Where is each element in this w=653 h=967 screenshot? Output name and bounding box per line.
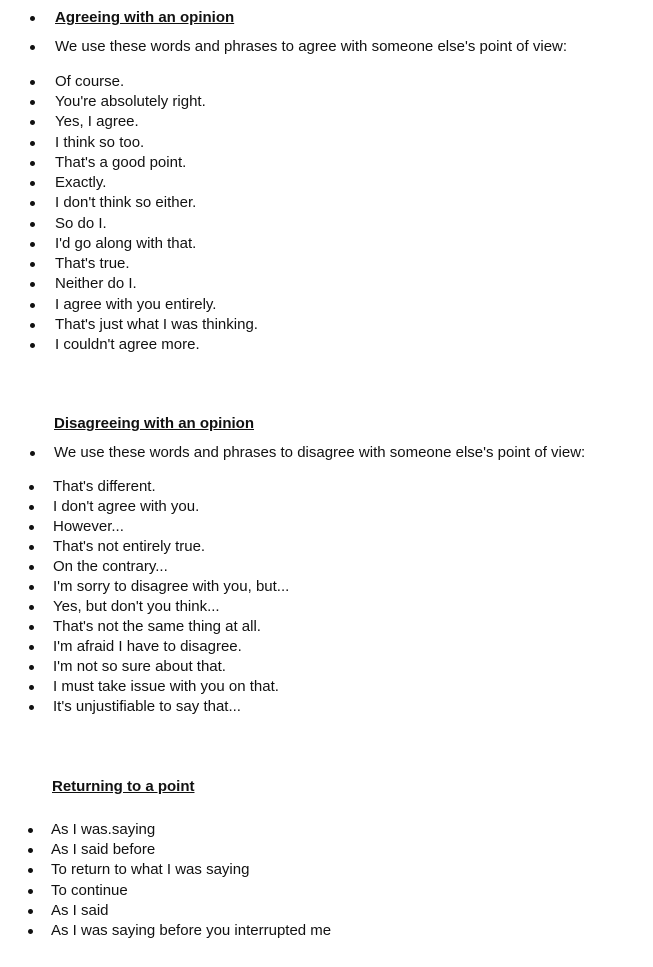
bullet [29, 565, 34, 570]
bullet [29, 705, 34, 710]
bullet [29, 645, 34, 650]
bullet [30, 343, 35, 348]
intro-bullet [30, 45, 35, 50]
bullet [29, 605, 34, 610]
bullet [29, 585, 34, 590]
intro-disagreeing: We use these words and phrases to disagree with someone else's point of view: [54, 444, 586, 461]
heading-agreeing: Agreeing with an opinion [55, 9, 235, 26]
bullet [30, 201, 35, 206]
bullet [28, 889, 33, 894]
bullet [30, 181, 35, 186]
bullet [30, 242, 35, 247]
bullet [28, 909, 33, 914]
bullet [30, 323, 35, 328]
bullet [30, 282, 35, 287]
bullet [28, 848, 33, 853]
heading-disagreeing: Disagreeing with an opinion [54, 415, 255, 432]
bullet [30, 161, 35, 166]
bullet [29, 625, 34, 630]
intro-agreeing: We use these words and phrases to agree with someone else's point of view: [55, 38, 568, 55]
bullet [28, 929, 33, 934]
intro-bullet [30, 451, 35, 456]
document-page: Agreeing with an opinion We use these words and phrases to agree with someone else's point of view: Of course. You're absolutely right. Yes, I agree. I think so too. That's a good point. Exactly. I don't think so either. So do I. I'd go along with that. That's true. Neither do I. I agree with you entirely. That's just what I was thinking. I couldn't agree more. Disagreeing with an opinion We use these words and phrases to disagree with someone else's point of view: That's different. I don't agree with you. However... That's not entirely true. On the contrary... I'm sorry to disagree with you, but... Yes, but don't you think... That's not the same thing at all. I'm afraid I have to disagree. I'm not so sure about that. I must take issue with you on that. It's unjustifiable to say that... Returning to a point As I was.saying As I said before To return to what I was saying To continue As I said As I was saying before you interrupted me [0, 0, 653, 967]
bullet [28, 828, 33, 833]
bullet [30, 141, 35, 146]
bullet [30, 262, 35, 267]
bullet [28, 868, 33, 873]
bullet [29, 545, 34, 550]
bullet [30, 80, 35, 85]
bullet [30, 120, 35, 125]
heading-bullet [30, 16, 35, 21]
heading-returning: Returning to a point [52, 778, 195, 795]
bullet [30, 303, 35, 308]
bullet [29, 505, 34, 510]
bullet [29, 485, 34, 490]
bullet [29, 665, 34, 670]
bullet [29, 685, 34, 690]
bullet [29, 525, 34, 530]
bullet [30, 100, 35, 105]
bullet [30, 222, 35, 227]
